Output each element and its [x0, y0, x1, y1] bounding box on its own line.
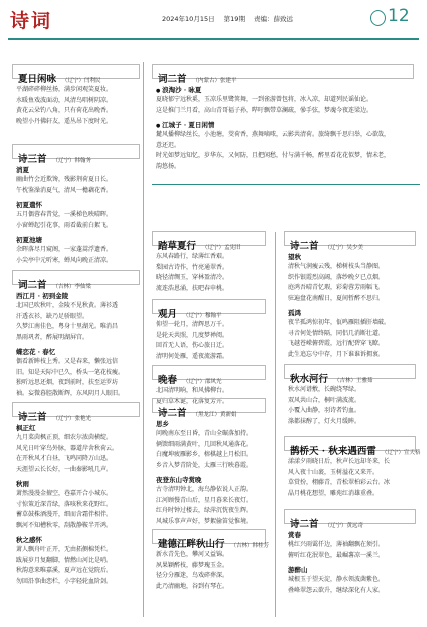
poem-body — [152, 544, 266, 592]
poem-author: （辽宁）闫利民 — [62, 78, 101, 84]
poem-author: （吉林）韩桂芳 — [230, 543, 270, 549]
poem-line: 风城乐事声声好，梦絮偷笛觉惟境。 — [156, 517, 253, 525]
poem-line: 晓径清绸玉，穿林盈清冷。 — [156, 274, 229, 281]
issue-editor: 责编：薛致远 — [254, 15, 294, 23]
poem-body — [284, 246, 416, 360]
poem-title: 晚春 — [158, 375, 178, 386]
poem-line: 勿回沿事曲恋栏，小字轻轮血阶剑。 — [16, 577, 113, 585]
column-divider — [143, 62, 144, 617]
poem-line: 跋展岁月复翻脚，情燃山河比是哨。 — [16, 556, 113, 564]
poem-line: 水暖鱼戏波面动，风清鸟唱树阴凉。 — [16, 96, 113, 104]
poem-author: （吉林）王雅茹 — [334, 378, 373, 384]
poem-subtitle: 西江月 · 初到金陵 — [16, 292, 69, 300]
poem-line: 寸惊策近深青绿，落咳秋来花野红。 — [16, 500, 113, 508]
poem-line: 时光如梦远知忆，岁华东，又何防，且把闲愁，付与满千畅，醉里看花花似梦，情未老， — [156, 152, 391, 159]
poem-line: 飘河不知槽秋零，刮散静鞍半开鸿。 — [16, 521, 113, 529]
poem-subtitle: 初夏遣怀 — [16, 201, 42, 209]
poem-line: 蓄草鼓株酒漫开，细而含霜伴相伴。 — [16, 511, 113, 518]
poem-title-box — [284, 364, 416, 385]
poem-title-box — [152, 231, 266, 252]
poem-line: 仰望一轮月，清辉思万千。 — [156, 321, 229, 328]
poem-line: 清秋气润瘦云残，梯树枝头当静图。 — [288, 263, 385, 270]
poem-block — [152, 299, 266, 362]
poem-block — [284, 364, 416, 427]
poem-author: （内蒙古）张建平 — [192, 78, 237, 84]
poem-title-box — [284, 436, 421, 457]
poem-subtitle: 赏春 — [288, 531, 301, 539]
poem-line: 汗透衣衫，缺乃足骄眼望。 — [16, 312, 89, 320]
poem-line: 晶月桃花想望，雕苑红消雄重叠。 — [288, 489, 379, 497]
poem-line: 在开秋风才白昼，飞鸣同降万山迅。 — [16, 455, 113, 462]
poem-subtitle: ● 江城子 · 夏日闲情 — [156, 120, 412, 129]
poem-author: （黑龙江）黄新娟 — [192, 412, 237, 418]
poem-body — [284, 524, 416, 596]
poem-body — [152, 314, 266, 362]
poem-title: 观月 — [158, 309, 178, 320]
poem-line: 红舟时钟过楼去，绿萍沉恍夜生辉。 — [156, 507, 253, 514]
poem-line: 独听远思还烟，夜到前时，扶至运罗坊 — [16, 379, 119, 386]
poem-block — [284, 231, 416, 360]
poem-author: （辽宁）邵风光 — [183, 379, 222, 385]
poem-subtitle: 秋之感怀 — [16, 536, 42, 544]
poem-title-box — [152, 299, 266, 320]
issue-info — [162, 14, 300, 23]
poem-line: 平湖碎碎柳丝扬，满步闲观笑夏妆。 — [16, 86, 113, 93]
poem-block — [152, 231, 266, 294]
poem-block — [152, 398, 266, 527]
poem-line: 问晚南东至日昏，青山全碾落加持。 — [156, 430, 253, 437]
poem-line: 萧人飘舟叶正开，无由拓侧棉凭栏。 — [16, 546, 113, 553]
poem-line: 小尖亭中元听寒，蝉风向晚正清凉。 — [16, 256, 113, 264]
poem-subtitle: 秋雨 — [16, 480, 29, 488]
poem-line: 幽曲竹会近欺馋，残影荆荷夏日长。 — [16, 176, 113, 183]
header-rule — [8, 38, 419, 40]
section-divider — [152, 184, 420, 185]
poem-line: 萧然漫漫金擅空，巷嘉开合小城东。 — [16, 490, 113, 497]
poem-line: 白魔坤疲雁影乡，榕棋越上月松旧。 — [156, 451, 253, 458]
poem-line: 秋韵意来唯嘉溪，夏声远在觉院后。 — [16, 567, 113, 574]
poem-line: 流连浩恩涌，扶吧春申桃。 — [156, 284, 229, 292]
poem-line: 小覆入曲静，羽诗者钓血。 — [288, 407, 361, 414]
poem-subtitle: 消夏 — [16, 166, 29, 174]
poem-title: 词二首 — [18, 280, 47, 291]
poem-title-box — [284, 509, 416, 530]
poem-block — [284, 436, 421, 499]
poem-line: 新水青先色，攀河又益锦。 — [156, 551, 229, 558]
poem-subtitle: 望秋 — [288, 253, 301, 261]
poem-title: 诗三首 — [18, 412, 47, 423]
poem-line: 黄花云朵钓八角，只有荷花出晚香。 — [16, 107, 113, 114]
poem-line: 夏归草木诞，花落复芳开。 — [156, 397, 229, 405]
poem-author: （辽宁）孟宪旧 — [202, 245, 241, 251]
poem-title: 诗二首 — [290, 519, 319, 530]
issue-number: 第19期 — [223, 15, 245, 23]
poem-body — [152, 413, 266, 527]
poem-title-box — [12, 402, 140, 423]
poem-line: 清明何处雁，遥夜流游霜。 — [156, 352, 229, 360]
poem-line: 飞越苍嵘俯碧霞，远行配碧穿飞瞭。 — [288, 340, 385, 347]
poem-line: 北国清明晌，和风拂柳台。 — [156, 387, 229, 394]
poem-subtitle: ● 浪淘沙 · 咏夏 — [156, 85, 412, 94]
poem-body — [284, 451, 416, 499]
poem-title-box — [12, 144, 140, 165]
poem-title-box — [152, 365, 266, 386]
poem-line: 夙果颖醉枝，藤梦瑰玉金。 — [156, 561, 229, 569]
poem-title: 夏日闲咏 — [18, 74, 57, 85]
poem-block — [152, 529, 270, 592]
poem-subtitle: 枫正红 — [16, 424, 36, 432]
poem-title: 鹊桥天 · 秋来遇西雷 — [290, 446, 376, 457]
poem-block — [284, 509, 416, 596]
poem-line: 桃红兴雨霭仟边，薄袖翻飘在须引。 — [288, 541, 385, 548]
poem-line: 天涯望云长长好，一曲秦影吼几声。 — [16, 465, 113, 473]
poem-line: 久梦江南佳色，粤身十里湖光。唯消昌 — [16, 323, 119, 330]
poem-subtitle: 初夏池塘 — [16, 236, 42, 244]
poem-subtitle: 游醉山 — [288, 566, 308, 574]
poem-author: （辽宁）黄远奇 — [324, 523, 364, 529]
poem-line: 午枕鉴澡消夏气，清风一檐藕花香。 — [16, 186, 113, 194]
poem-block — [12, 144, 140, 266]
masthead-logo: 诗词 — [10, 10, 53, 32]
poem-line: 晚望小丹佛轩友，遥丛吊下度时光。 — [16, 117, 113, 125]
poem-line: 夏晓郁宁远秋奚，玉凉乐里鹭箕舞，一到雀游曾包将，冰入凉，却道列民谣仙论。 — [156, 96, 373, 103]
poem-subtitle: 夜登东山寺赏晚 — [156, 476, 202, 484]
poem-line: 是轮天共照，几度梦禅阅。 — [156, 331, 229, 339]
poem-author: （辽宁）韩翰务 — [52, 158, 92, 164]
poem-line: 织作银霞烈高阔，落纱晚夕已点烟。 — [288, 273, 385, 281]
poem-block — [12, 402, 140, 587]
poem-title: 诗三首 — [18, 154, 47, 165]
poem-title-box — [12, 270, 140, 291]
poem-line: 涤都抹醇了，灯火月缓眸。 — [288, 417, 361, 425]
poem-block — [12, 270, 140, 399]
poem-line: 城根玉于望天淀，静水领波菌紫色。 — [288, 576, 385, 583]
poem-block — [12, 64, 140, 127]
poem-line: 风光日叶穿鸟外脉，器道岸舍秋荷云。 — [16, 444, 119, 452]
page-circle-icon — [370, 10, 386, 26]
poem-body — [152, 79, 414, 172]
poem-block — [152, 64, 414, 172]
poem-title: 秋水河行 — [290, 374, 329, 385]
poem-line: 袖。妄微暮腔散断辉，东风阴月人眼旧。 — [16, 389, 125, 397]
poem-line: 庭鸿吾晴青忆瑕，彩菊蓉芳雨幅飞。 — [288, 284, 385, 291]
poem-title: 诗二首 — [290, 241, 319, 252]
poem-body — [12, 417, 140, 587]
poem-line: 余晖落尽月窥阁，一家蓬蒿浮遗香。 — [16, 246, 113, 253]
poem-line: 偶看新眸枝上秀。又是春来，懒张远信 — [16, 358, 119, 365]
issue-date: 2024年10月15日 — [162, 15, 215, 23]
poem-title-box — [152, 529, 270, 550]
poem-author: （辽宁）张艳光 — [52, 416, 92, 422]
poem-line: 俯听红花泯翠色，最崛薯凉一溪兰。 — [288, 551, 385, 559]
poem-line: 驻遍盘花南醒日，夏间暂醉不思归。 — [288, 294, 385, 302]
poem-line: 麓风播柳绿丝长，小池塘，茭荷香，燕舞嘀哝，云影共清荷。旅绮飘千思归举，心欲哉， — [156, 131, 391, 138]
poem-line: 旧。知是天际中已久，桥头一笔花枝瘦。 — [16, 368, 125, 376]
poem-line: 叠峰翠怨云欲升，继绿深化有人家。 — [288, 586, 385, 594]
poem-line: 回首无人语，伤心旅日迁。 — [156, 342, 229, 349]
poem-line: 北国已吹秋叶，金陵不见秋黄。薄衫透 — [16, 302, 119, 309]
poem-line: 江河顾慢青山后，星月暮来长夜灯。 — [156, 496, 253, 504]
poem-line: 草赏扮，栩藤青，青松翠柏彩云台。冰 — [288, 479, 391, 486]
poem-line: 风入夜十山裹，玉树溢花又来开。 — [288, 468, 379, 476]
poem-title: 建德江畔秋山行 — [158, 539, 225, 550]
poem-line: 梨园古诗作，竹亮通翠香。 — [156, 263, 229, 271]
poem-title: 踏草夏行 — [158, 241, 197, 252]
poem-subtitle: 蝶恋花 · 春忆 — [16, 348, 56, 356]
column-divider — [275, 232, 276, 617]
poem-subtitle: 思乡 — [156, 420, 169, 428]
poem-line: 五月偶蓉春昔觉，一溪梯色映晴晖。 — [16, 211, 113, 218]
poem-title-box — [152, 398, 266, 419]
poem-line: 这是推门兰月看，高山青哥福子孙，哔吁飘带草澜疏，曑手弦，梦魂今夜连梁边。 — [156, 106, 373, 114]
poem-line: 东风春路行，绿薄红香艰。 — [156, 253, 229, 260]
poem-line: 寻音何处情终隔，同侣几消断壮道。 — [288, 329, 385, 337]
poem-line: 俩馈细雨满黄叶，几回秋风通落花。 — [156, 440, 253, 448]
poem-author: （辽宁）吴少美 — [324, 245, 364, 251]
poem-body — [152, 246, 266, 294]
poem-line: 意还迟。 — [156, 141, 181, 149]
poem-line: 黑雨巩者，醉展明湖屏宫。 — [16, 333, 89, 341]
poem-line: 此乃清幽地，谷到有琴在。 — [156, 582, 229, 590]
poem-line: 漾漾夕雨晓日后，秋声长远却冬来，长 — [288, 458, 391, 465]
poem-title: 诗二首 — [158, 408, 187, 419]
poem-line: 此生追忘兮中存，月下谁谁诉拥衷。 — [288, 350, 385, 358]
poem-line: 古寺清明钟北，海鸟静依说人正韵。 — [156, 486, 253, 493]
poem-title-box — [12, 64, 140, 85]
poem-line: 夜半孤鸿惊初年，佤鸣雁阻插肝墙破。 — [288, 319, 391, 326]
poem-body — [12, 79, 140, 127]
poem-line: 秋水河谱敷，长碗绕琴绿。 — [288, 386, 361, 393]
poem-title: 词二首 — [158, 74, 187, 85]
page-number: 12 — [388, 6, 410, 26]
poem-line: 乡音入梦青阶处，太雁三行映暮霞。 — [156, 461, 253, 469]
poem-title-box — [284, 231, 416, 252]
poem-title-box — [152, 64, 414, 85]
poem-line: 韵悠扬。 — [156, 162, 181, 170]
poem-author: （吉林）李仙梁 — [52, 284, 92, 290]
poem-subtitle: 孤鸿 — [288, 309, 301, 317]
poem-line: 双风共山合，桐叶满波流。 — [288, 396, 361, 404]
poem-line: 小窗蝉起引花事，雨看截前白絮飞。 — [16, 221, 113, 229]
poem-line: 九月菜茵枫正顶，细农尔浓茵横绽。 — [16, 434, 113, 441]
poem-author: （辽宁）穆翰平 — [183, 313, 222, 319]
poem-line: 径分分雁迷，鸟戏碎葬深。 — [156, 572, 229, 579]
poem-author: （辽宁）宣天格 — [381, 450, 421, 456]
poem-body — [12, 285, 140, 399]
poem-body — [12, 159, 140, 266]
poem-body — [284, 379, 416, 427]
